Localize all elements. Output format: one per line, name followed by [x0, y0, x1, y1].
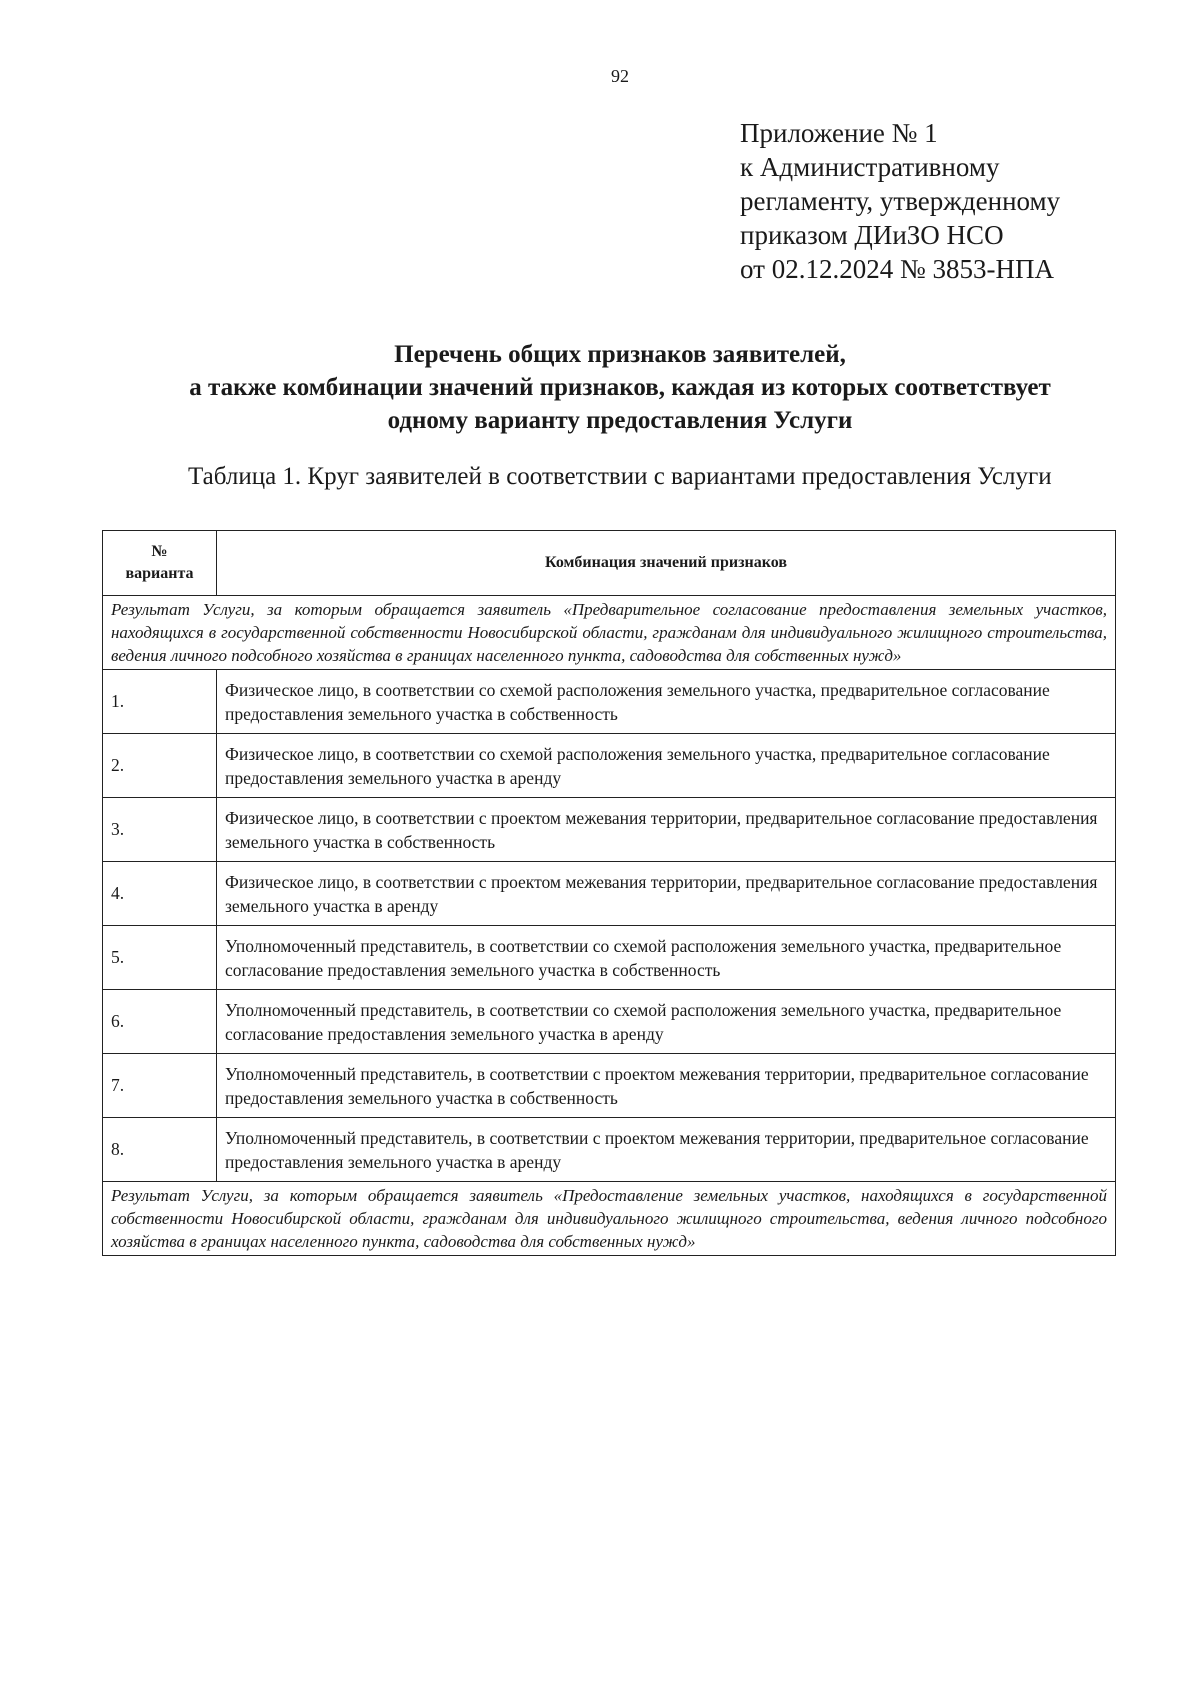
result-row: [103, 1182, 1116, 1256]
variant-description: Уполномоченный представитель, в соответствии со схемой расположения земельного участка, предварительное согласование предоставления земельного участка в аренду: [217, 990, 1116, 1054]
appendix-line: регламенту, утвержденному: [740, 186, 1061, 216]
result-row: [103, 596, 1116, 670]
variant-number: 2.: [103, 734, 217, 798]
variant-description: Уполномоченный представитель, в соответствии с проектом межевания территории, предварительное согласование предоставления земельного участка в собственность: [217, 1054, 1116, 1118]
header-variant-label: варианта: [125, 565, 194, 582]
appendix-line: Приложение № 1: [740, 118, 938, 148]
title-line: а также комбинации значений признаков, каждая из которых соответствует: [189, 374, 1051, 401]
header-number-sign: №: [151, 543, 168, 560]
table-row: [103, 734, 1116, 798]
variant-description: Уполномоченный представитель, в соответствии со схемой расположения земельного участка, предварительное согласование предоставления земельного участка в собственность: [217, 926, 1116, 990]
appendix-note: [740, 116, 1160, 286]
variant-description: Физическое лицо, в соответствии с проектом межевания территории, предварительное согласование предоставления земельного участка в собственность: [217, 798, 1116, 862]
table-row: [103, 798, 1116, 862]
table-caption: Таблица 1. Круг заявителей в соответствии с вариантами предоставления Услуги: [188, 463, 1052, 490]
table-header-row: [103, 531, 1116, 596]
variant-description: Физическое лицо, в соответствии с проектом межевания территории, предварительное согласование предоставления земельного участка в аренду: [217, 862, 1116, 926]
table-row: [103, 990, 1116, 1054]
variant-description: Физическое лицо, в соответствии со схемой расположения земельного участка, предварительное согласование предоставления земельного участка в собственность: [217, 670, 1116, 734]
table-row: [103, 1118, 1116, 1182]
appendix-line: от 02.12.2024 № 3853-НПА: [740, 254, 1054, 284]
header-combination: Комбинация значений признаков: [217, 531, 1116, 596]
variant-number: 8.: [103, 1118, 217, 1182]
title-line: Перечень общих признаков заявителей,: [394, 341, 846, 368]
document-title: [100, 338, 1140, 437]
variant-number: 5.: [103, 926, 217, 990]
result-text: Результат Услуги, за которым обращается заявитель «Предварительное согласование предоставления земельных участков, находящихся в государственной собственности Новосибирской области, гражданам для индивидуального жилищного строительства, ведения личного подсобного хозяйства в границах населенного пункта, садоводства для собственных нужд»: [103, 596, 1116, 670]
result-text: Результат Услуги, за которым обращается заявитель «Предоставление земельных участков, находящихся в государственной собственности Новосибирской области, гражданам для индивидуального жилищного строительства, ведения личного подсобного хозяйства в границах населенного пункта, садоводства для собственных нужд»: [103, 1182, 1116, 1256]
table-row: [103, 670, 1116, 734]
table-row: [103, 1054, 1116, 1118]
variant-number: 1.: [103, 670, 217, 734]
title-line: одному варианту предоставления Услуги: [387, 407, 853, 434]
variant-number: 6.: [103, 990, 217, 1054]
header-variant-number: [103, 531, 217, 596]
appendix-line: приказом ДИиЗО НСО: [740, 220, 1004, 250]
table-row: [103, 862, 1116, 926]
table-row: [103, 926, 1116, 990]
variant-number: 4.: [103, 862, 217, 926]
variant-description: Физическое лицо, в соответствии со схемой расположения земельного участка, предварительное согласование предоставления земельного участка в аренду: [217, 734, 1116, 798]
variant-number: 3.: [103, 798, 217, 862]
variants-table: [102, 530, 1116, 1256]
variant-number: 7.: [103, 1054, 217, 1118]
appendix-line: к Административному: [740, 152, 1000, 182]
page-number: 92: [611, 66, 629, 86]
variant-description: Уполномоченный представитель, в соответствии с проектом межевания территории, предварительное согласование предоставления земельного участка в аренду: [217, 1118, 1116, 1182]
